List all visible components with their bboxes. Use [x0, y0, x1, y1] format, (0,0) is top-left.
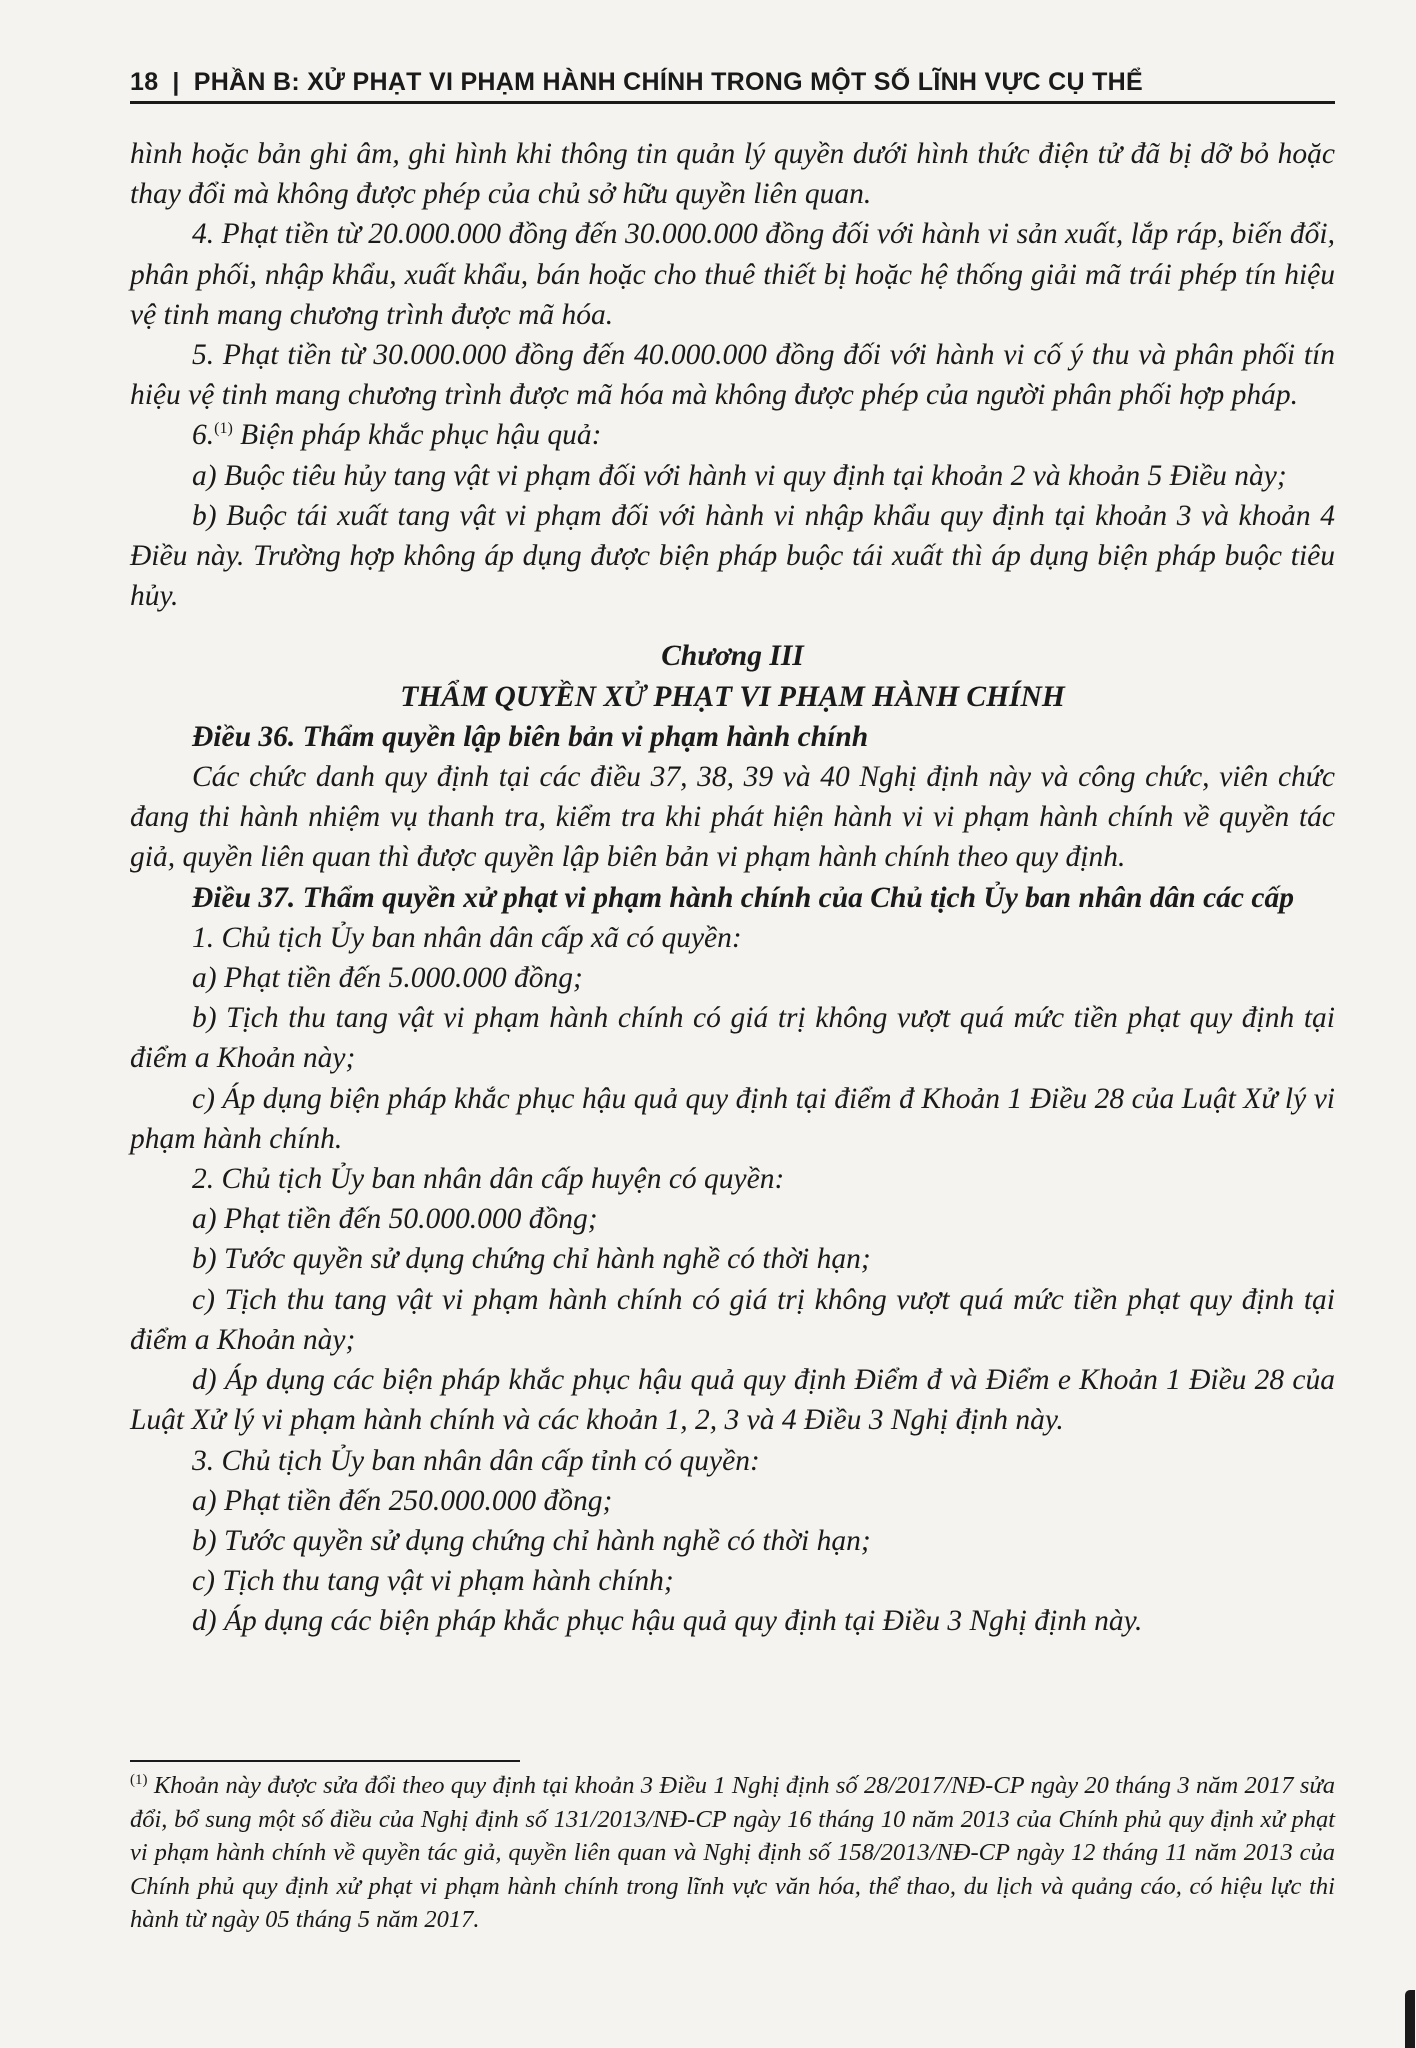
chapter-title: THẨM QUYỀN XỬ PHẠT VI PHẠM HÀNH CHÍNH: [400, 680, 1065, 713]
page-number: 18: [130, 68, 159, 96]
article-37-clause-3: 3. Chủ tịch Ủy ban nhân dân cấp tỉnh có quyền:: [192, 1444, 760, 1477]
article-37-clause-1a: a) Phạt tiền đến 5.000.000 đồng;: [192, 962, 583, 995]
running-header: [130, 62, 1335, 104]
article-37-clause-1b: b) Tịch thu tang vật vi phạm hành chính có giá trị không vượt quá mức tiền phạt quy định tại điểm a Khoản này;: [130, 1002, 1335, 1075]
article-37-title: Điều 37. Thẩm quyền xử phạt vi phạm hành chính của Chủ tịch Ủy ban nhân dân các cấp: [192, 881, 1294, 914]
page-edge-mark: [1405, 1990, 1415, 2048]
article-37-clause-3b: b) Tước quyền sử dụng chứng chỉ hành nghề có thời hạn;: [192, 1524, 871, 1557]
footnote: [130, 1769, 1335, 1937]
clause-6-text: Biện pháp khắc phục hậu quả:: [232, 419, 602, 452]
article-37-clause-3d: d) Áp dụng các biện pháp khắc phục hậu quả quy định tại Điều 3 Nghị định này.: [192, 1605, 1143, 1638]
article-37-clause-3a: a) Phạt tiền đến 250.000.000 đồng;: [192, 1484, 613, 1517]
footnote-text: [130, 1769, 1335, 1937]
footnote-divider: [130, 1760, 520, 1762]
article-37-clause-2a: a) Phạt tiền đến 50.000.000 đồng;: [192, 1203, 598, 1236]
clause-6b: b) Buộc tái xuất tang vật vi phạm đối với hành vi nhập khẩu quy định tại khoản 3 và khoản 4 Điều này. Trường hợp không áp dụng được biện pháp buộc tái xuất thì áp dụng biện pháp buộc tiêu hủy.: [130, 499, 1335, 613]
section-title: PHẦN B: XỬ PHẠT VI PHẠM HÀNH CHÍNH TRONG MỘT SỐ LĨNH VỰC CỤ THỂ: [193, 68, 1143, 96]
article-37-clause-2d: d) Áp dụng các biện pháp khắc phục hậu quả quy định Điểm đ và Điểm e Khoản 1 Điều 28 của Luật Xử lý vi phạm hành chính và các khoản 1, 2, 3 và 4 Điều 3 Nghị định này.: [130, 1364, 1335, 1437]
article-37-clause-2: 2. Chủ tịch Ủy ban nhân dân cấp huyện có quyền:: [192, 1163, 785, 1196]
article-36-text: Các chức danh quy định tại các điều 37, 38, 39 và 40 Nghị định này và công chức, viên chức đang thi hành nhiệm vụ thanh tra, kiểm tra khi phát hiện hành vi vi phạm hành chính về quyền tác giả, quyền liên quan thì được quyền lập biên bản vi phạm hành chính theo quy định.: [130, 761, 1335, 874]
footnote-body: Khoản này được sửa đổi theo quy định tại khoản 3 Điều 1 Nghị định số 28/2017/NĐ-CP ngày 20 tháng 3 năm 2017 sửa đổi, bổ sung một số điều của Nghị định số 131/2013/NĐ-CP ngày 16 tháng 10 năm 2013 của Chính phủ quy định xử phạt vi phạm hành chính về quyền tác giả, quyền liên quan và Nghị định số 158/2013/NĐ-CP ngày 12 tháng 11 năm 2013 của Chính phủ quy định xử phạt vi phạm hành chính trong lĩnh vực văn hóa, thể thao, du lịch và quảng cáo, có hiệu lực thi hành từ ngày 05 tháng 5 năm 2017.: [130, 1772, 1335, 1934]
clause-6a: a) Buộc tiêu hủy tang vật vi phạm đối với hành vi quy định tại khoản 2 và khoản 5 Điều này;: [192, 459, 1287, 492]
chapter-heading: Chương III: [661, 640, 804, 673]
clause-5: 5. Phạt tiền từ 30.000.000 đồng đến 40.000.000 đồng đối với hành vi cố ý thu và phân phối tín hiệu vệ tinh mang chương trình được mã hóa mà không được phép của người phân phối hợp pháp.: [130, 339, 1335, 412]
article-37-clause-2b: b) Tước quyền sử dụng chứng chỉ hành nghề có thời hạn;: [192, 1243, 871, 1276]
article-36-title: Điều 36. Thẩm quyền lập biên bản vi phạm hành chính: [192, 720, 869, 753]
clause-6-number: 6.: [192, 419, 215, 452]
footnote-reference: (1): [214, 420, 233, 438]
page-body: [130, 134, 1335, 1642]
article-37-clause-2c: c) Tịch thu tang vật vi phạm hành chính có giá trị không vượt quá mức tiền phạt quy định tại điểm a Khoản này;: [130, 1283, 1335, 1356]
footnote-mark: (1): [130, 1772, 148, 1788]
clause-4: 4. Phạt tiền từ 20.000.000 đồng đến 30.000.000 đồng đối với hành vi sản xuất, lắp ráp, biến đổi, phân phối, nhập khẩu, xuất khẩu, bán hoặc cho thuê thiết bị hoặc hệ thống giải mã trái phép tín hiệu vệ tinh mang chương trình được mã hóa.: [130, 218, 1335, 331]
article-37-clause-3c: c) Tịch thu tang vật vi phạm hành chính;: [192, 1565, 674, 1598]
paragraph-continuation: hình hoặc bản ghi âm, ghi hình khi thông tin quản lý quyền dưới hình thức điện tử đã bị dỡ bỏ hoặc thay đổi mà không được phép của chủ sở hữu quyền liên quan.: [130, 138, 1335, 211]
clause-6: [130, 415, 1335, 455]
header-separator: |: [172, 68, 180, 96]
article-37-clause-1c: c) Áp dụng biện pháp khắc phục hậu quả quy định tại điểm đ Khoản 1 Điều 28 của Luật Xử lý vi phạm hành chính.: [130, 1082, 1335, 1155]
article-37-clause-1: 1. Chủ tịch Ủy ban nhân dân cấp xã có quyền:: [192, 921, 742, 954]
